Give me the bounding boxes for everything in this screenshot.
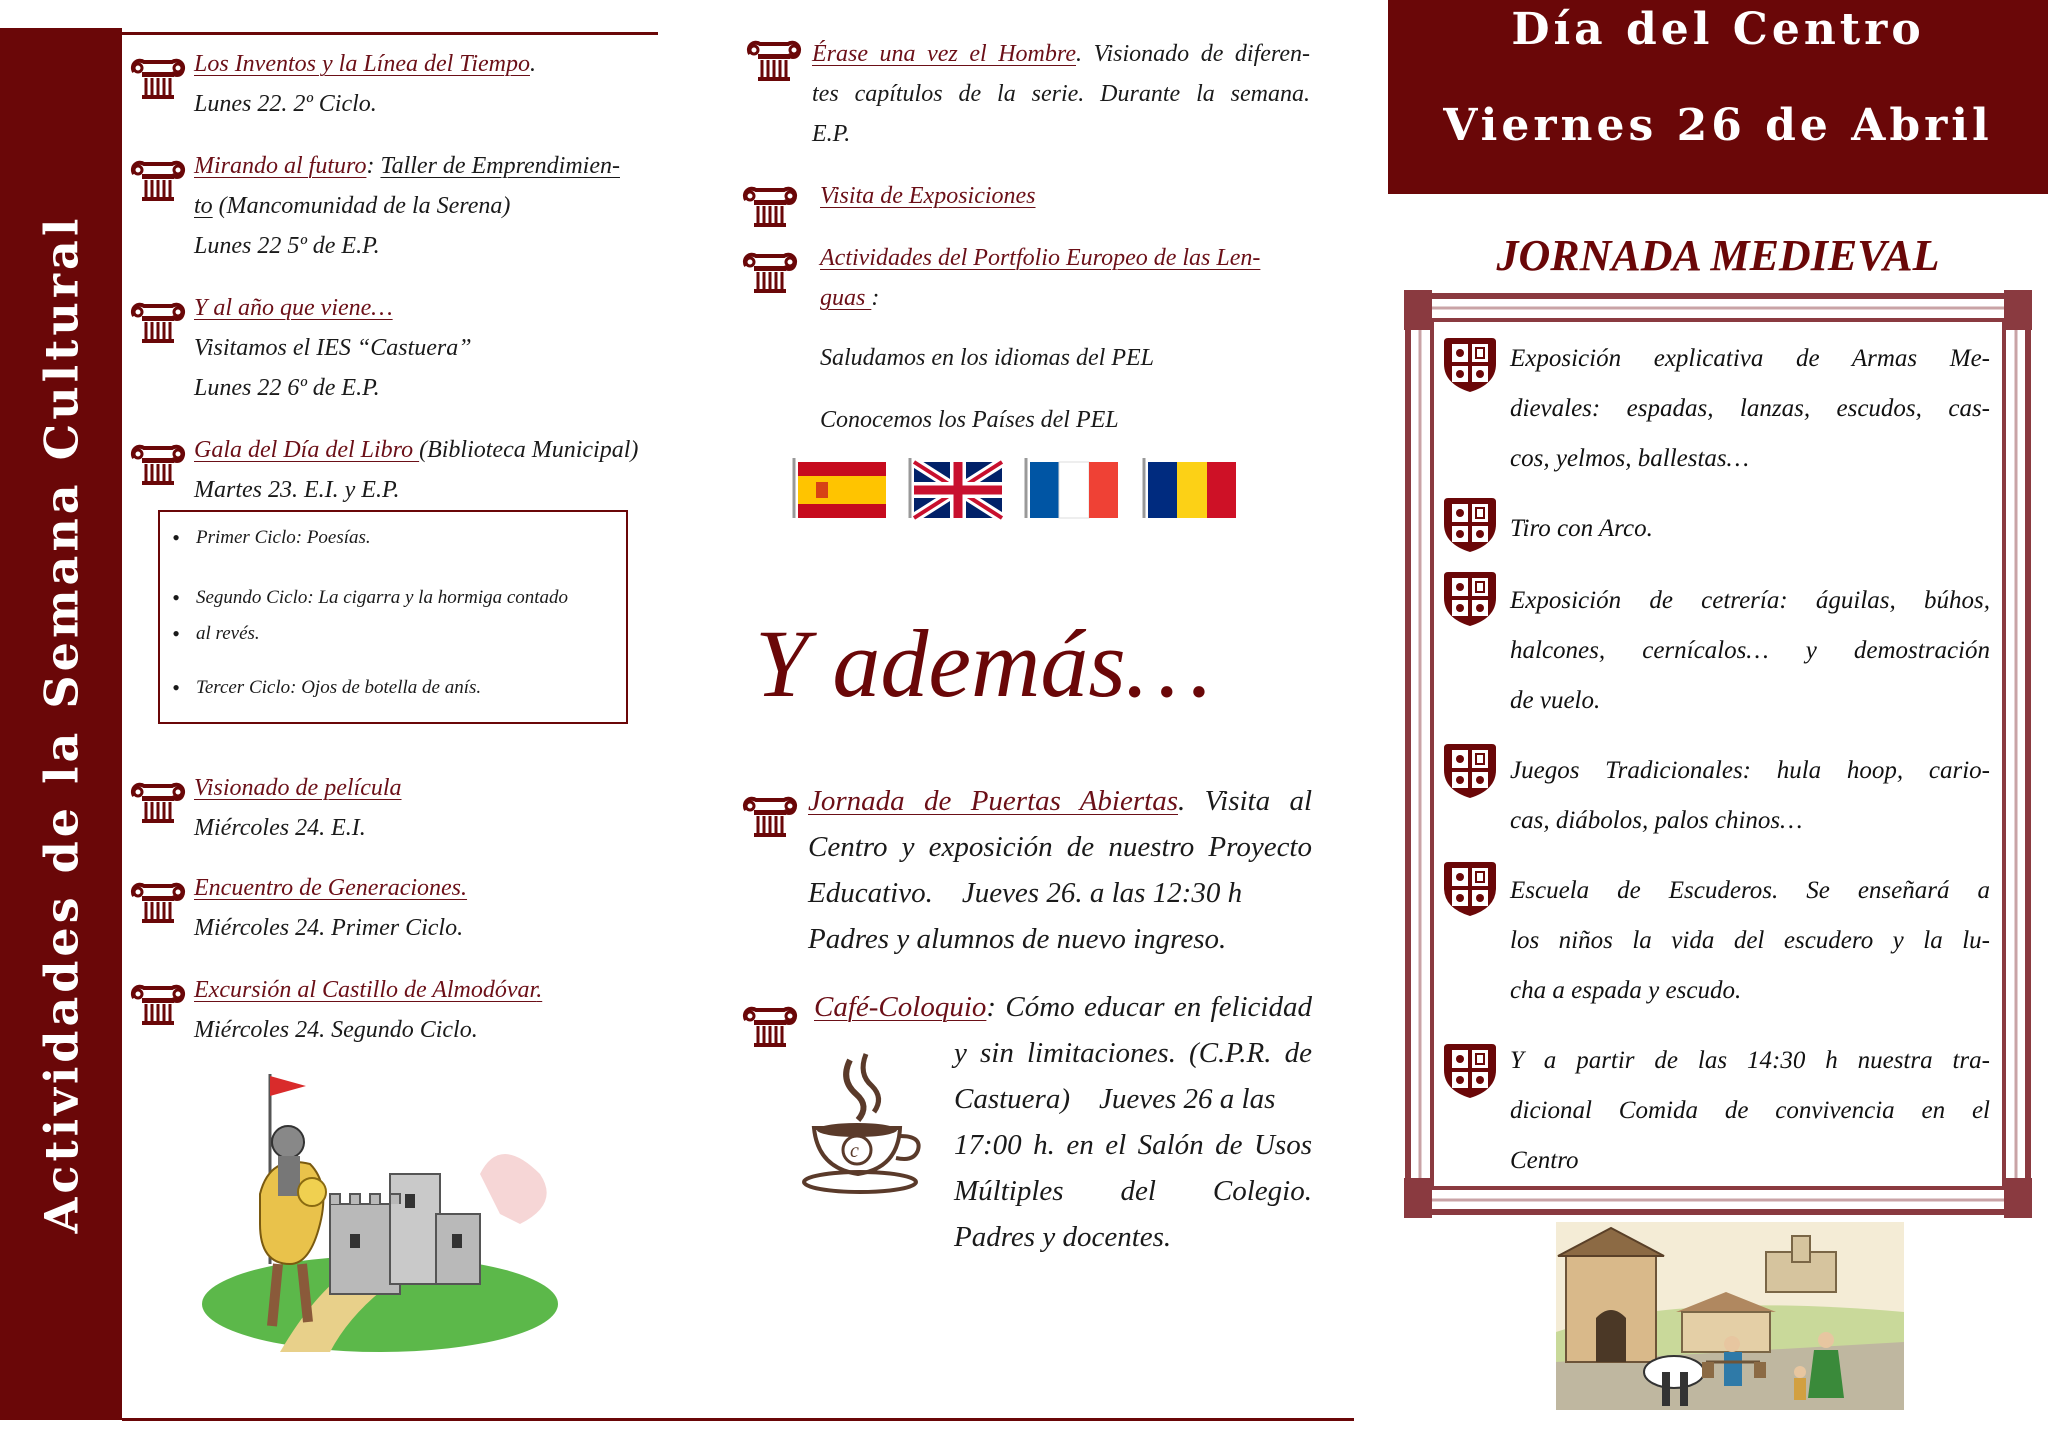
activity-link-visita-exposiciones[interactable]: Visita de Exposiciones xyxy=(820,183,1036,209)
flag-france-icon xyxy=(1022,456,1120,520)
portfolio-line: Conocemos los Países del PEL xyxy=(820,407,1119,433)
coffee-cup-icon xyxy=(800,1050,926,1196)
header-line-2: Viernes 26 de Abril xyxy=(1443,100,1993,151)
shield-icon xyxy=(1440,858,1500,918)
activity-link-taller[interactable]: Taller de Emprendimien- xyxy=(380,153,620,179)
activity-link-excursion[interactable]: Excursión al Castillo de Almodóvar xyxy=(194,977,537,1003)
cycle-item: • Segundo Ciclo: La cigarra y la hormiga contado xyxy=(168,580,626,616)
header-line-1: Día del Centro xyxy=(1511,4,1925,55)
portfolio-line: Saludamos en los idiomas del PEL xyxy=(820,345,1154,371)
column-capital-icon xyxy=(744,34,802,82)
flag-spain-icon xyxy=(790,456,888,520)
activity-link-portfolio[interactable]: Actividades del Portfolio Europeo de las Len- xyxy=(820,245,1261,271)
flag-uk-icon xyxy=(906,456,1004,520)
column-capital-icon xyxy=(128,52,186,100)
column-capital-icon xyxy=(128,296,186,344)
column-capital-icon xyxy=(740,180,798,228)
activity-link-cafe-coloquio[interactable]: Café-Coloquio xyxy=(814,991,987,1023)
activity-date: Lunes 22 5º de E.P. xyxy=(194,233,380,259)
activity-link-visionado[interactable]: Visionado de película xyxy=(194,775,402,801)
header-banner xyxy=(1388,0,2048,194)
top-rule-left xyxy=(122,32,658,35)
sidebar-title: Actividades de la Semana Cultural xyxy=(34,214,88,1234)
column-capital-icon xyxy=(128,438,186,486)
sidebar-banner xyxy=(0,28,122,1420)
medieval-village-illustration xyxy=(1556,1222,1904,1410)
activity-link-gala-libro[interactable]: Gala del Día del Libro xyxy=(194,437,420,463)
bottom-rule xyxy=(122,1418,1354,1421)
activity-link-ano-que-viene[interactable]: Y al año que viene… xyxy=(194,295,393,321)
activity-link-inventos[interactable]: Los Inventos y la Línea del Tiempo xyxy=(194,51,530,77)
cycle-item: • Primer Ciclo: Poesías. xyxy=(168,520,626,556)
cycle-item: • Tercer Ciclo: Ojos de botella de anís. xyxy=(168,670,626,706)
activity-date: Miércoles 24. E.I. xyxy=(194,815,366,841)
activity-link-puertas-abiertas[interactable]: Jornada de Puertas Abiertas xyxy=(808,785,1178,817)
cycles-box: • Primer Ciclo: Poesías. • Segundo Ciclo: La cigarra y la hormiga contado • al revés. • Tercer Ciclo: Ojos de botella de anís. xyxy=(158,510,628,724)
shield-icon xyxy=(1440,1040,1500,1100)
column-capital-icon xyxy=(128,154,186,202)
activity-date: Lunes 22 6º de E.P. xyxy=(194,375,380,401)
activity-date: Miércoles 24. Segundo Ciclo. xyxy=(194,1017,478,1043)
column-capital-icon xyxy=(128,776,186,824)
activity-link-encuentro[interactable]: Encuentro de Generaciones xyxy=(194,875,462,901)
activity-detail: Visitamos el IES “Castuera” xyxy=(194,335,472,361)
shield-icon xyxy=(1440,740,1500,800)
flag-romania-icon xyxy=(1140,456,1238,520)
activity-link-erase[interactable]: Érase una vez el Hombre xyxy=(812,41,1076,67)
column-capital-icon xyxy=(740,246,798,294)
knight-castle-illustration xyxy=(200,1064,560,1354)
column-capital-icon xyxy=(128,978,186,1026)
activity-date: Lunes 22. 2º Ciclo. xyxy=(194,91,377,117)
activity-date: Martes 23. E.I. y E.P. xyxy=(194,477,400,503)
column-capital-icon xyxy=(740,790,798,838)
svg-text:c: c xyxy=(850,1140,859,1162)
shield-icon xyxy=(1440,568,1500,628)
ademas-heading: Y además… xyxy=(755,610,1212,717)
shield-icon xyxy=(1440,334,1500,394)
activity-link-mirando[interactable]: Mirando al futuro xyxy=(194,153,367,179)
shield-icon xyxy=(1440,494,1500,554)
column-capital-icon xyxy=(740,1000,798,1048)
activity-date: Miércoles 24. Primer Ciclo. xyxy=(194,915,464,941)
column-capital-icon xyxy=(128,876,186,924)
jornada-title: JORNADA MEDIEVAL xyxy=(1496,231,1940,280)
